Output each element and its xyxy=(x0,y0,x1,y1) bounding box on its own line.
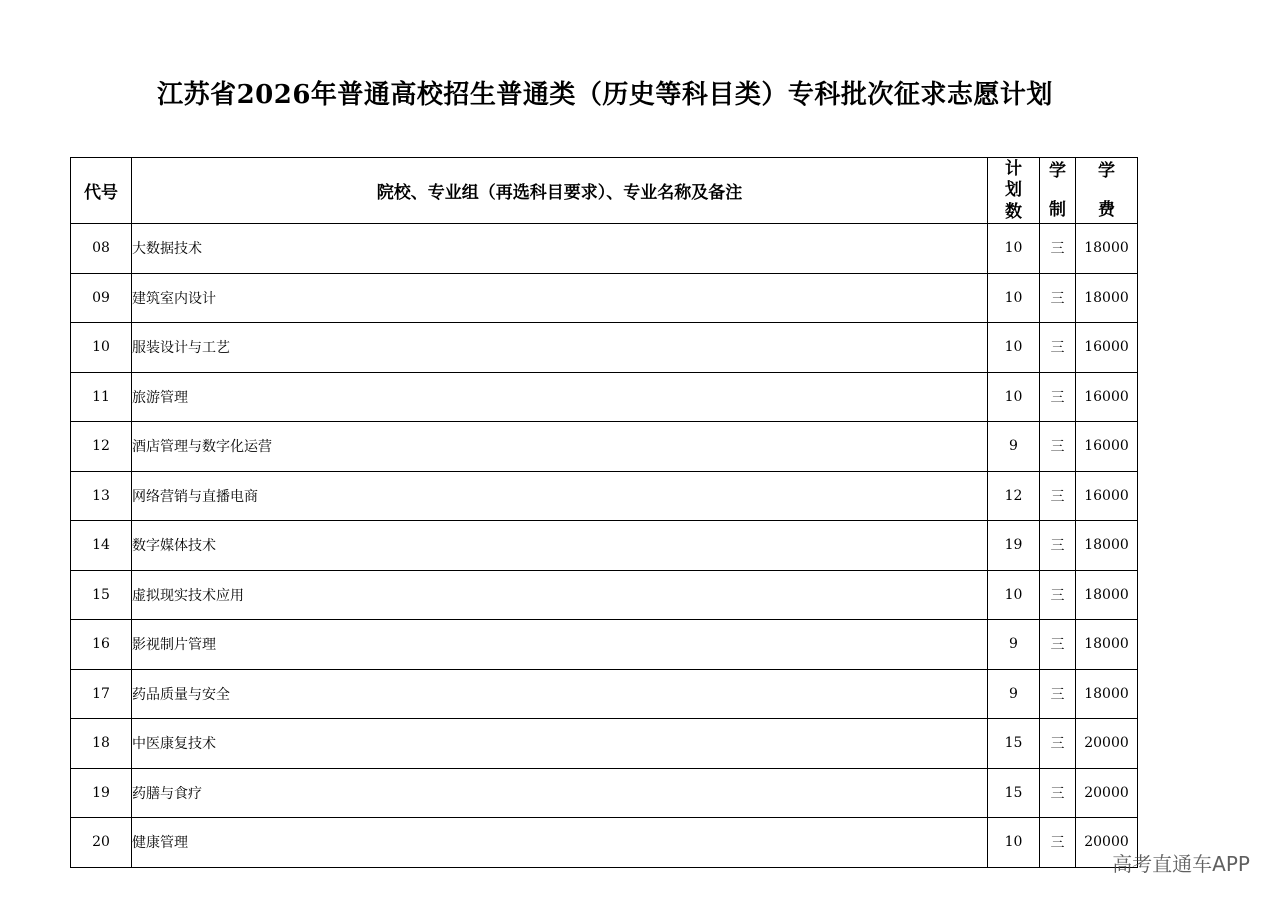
cell-duration: 三 xyxy=(1040,818,1076,868)
cell-fee: 20000 xyxy=(1076,768,1138,818)
table-row xyxy=(71,273,1138,323)
cell-fee: 18000 xyxy=(1076,521,1138,571)
cell-code: 15 xyxy=(71,570,132,620)
cell-fee: 16000 xyxy=(1076,422,1138,472)
cell-fee: 20000 xyxy=(1076,719,1138,769)
cell-code: 14 xyxy=(71,521,132,571)
header-fee-char: 费 xyxy=(1098,199,1115,220)
cell-code: 19 xyxy=(71,768,132,818)
cell-name: 服装设计与工艺 xyxy=(132,323,988,373)
cell-plan: 9 xyxy=(988,669,1040,719)
cell-fee: 16000 xyxy=(1076,323,1138,373)
cell-fee: 18000 xyxy=(1076,570,1138,620)
table-row xyxy=(71,768,1138,818)
cell-code: 08 xyxy=(71,224,132,274)
cell-fee: 20000 xyxy=(1076,818,1138,868)
cell-name: 数字媒体技术 xyxy=(132,521,988,571)
cell-code: 13 xyxy=(71,471,132,521)
header-plan-char: 数 xyxy=(1005,201,1022,222)
cell-name: 虚拟现实技术应用 xyxy=(132,570,988,620)
cell-code: 16 xyxy=(71,620,132,670)
header-plan-char: 划 xyxy=(1005,180,1022,200)
header-fee xyxy=(1076,158,1138,224)
cell-duration: 三 xyxy=(1040,570,1076,620)
cell-code: 18 xyxy=(71,719,132,769)
cell-fee: 18000 xyxy=(1076,620,1138,670)
header-name: 院校、专业组（再选科目要求）、专业名称及备注 xyxy=(132,158,988,224)
header-duration-char: 学 xyxy=(1049,160,1066,181)
cell-plan: 9 xyxy=(988,620,1040,670)
cell-code: 17 xyxy=(71,669,132,719)
cell-code: 12 xyxy=(71,422,132,472)
cell-code: 10 xyxy=(71,323,132,373)
cell-name: 健康管理 xyxy=(132,818,988,868)
page-title: 江苏省2026年普通高校招生普通类（历史等科目类）专科批次征求志愿计划 xyxy=(157,80,1053,110)
table-row xyxy=(71,570,1138,620)
cell-duration: 三 xyxy=(1040,323,1076,373)
cell-code: 20 xyxy=(71,818,132,868)
cell-code: 09 xyxy=(71,273,132,323)
table-row xyxy=(71,620,1138,670)
table-header-row xyxy=(71,158,1138,224)
table-row xyxy=(71,372,1138,422)
cell-fee: 18000 xyxy=(1076,669,1138,719)
cell-plan: 15 xyxy=(988,719,1040,769)
cell-plan: 12 xyxy=(988,471,1040,521)
cell-plan: 10 xyxy=(988,570,1040,620)
cell-duration: 三 xyxy=(1040,768,1076,818)
table-row xyxy=(71,719,1138,769)
table-row xyxy=(71,422,1138,472)
table-row xyxy=(71,471,1138,521)
cell-duration: 三 xyxy=(1040,669,1076,719)
watermark: 高考直通车APP xyxy=(1112,852,1250,876)
cell-name: 影视制片管理 xyxy=(132,620,988,670)
cell-duration: 三 xyxy=(1040,224,1076,274)
cell-plan: 10 xyxy=(988,323,1040,373)
cell-name: 建筑室内设计 xyxy=(132,273,988,323)
cell-plan: 9 xyxy=(988,422,1040,472)
cell-plan: 10 xyxy=(988,273,1040,323)
cell-fee: 18000 xyxy=(1076,273,1138,323)
cell-duration: 三 xyxy=(1040,620,1076,670)
cell-duration: 三 xyxy=(1040,273,1076,323)
cell-name: 旅游管理 xyxy=(132,372,988,422)
cell-plan: 10 xyxy=(988,224,1040,274)
header-plan-char: 计 xyxy=(1005,158,1022,179)
cell-name: 药膳与食疗 xyxy=(132,768,988,818)
table-row xyxy=(71,224,1138,274)
cell-duration: 三 xyxy=(1040,471,1076,521)
cell-name: 网络营销与直播电商 xyxy=(132,471,988,521)
header-fee-char: 学 xyxy=(1098,160,1115,181)
enrollment-plan-table xyxy=(70,157,1138,868)
cell-duration: 三 xyxy=(1040,521,1076,571)
cell-duration: 三 xyxy=(1040,372,1076,422)
cell-fee: 16000 xyxy=(1076,372,1138,422)
header-duration xyxy=(1040,158,1076,224)
header-duration-char: 制 xyxy=(1049,199,1066,220)
cell-name: 药品质量与安全 xyxy=(132,669,988,719)
table-row xyxy=(71,818,1138,868)
header-plan xyxy=(988,158,1040,224)
header-code: 代号 xyxy=(71,158,132,224)
table-row xyxy=(71,521,1138,571)
cell-name: 中医康复技术 xyxy=(132,719,988,769)
cell-plan: 10 xyxy=(988,372,1040,422)
table-row xyxy=(71,323,1138,373)
cell-code: 11 xyxy=(71,372,132,422)
cell-duration: 三 xyxy=(1040,422,1076,472)
cell-plan: 10 xyxy=(988,818,1040,868)
cell-fee: 16000 xyxy=(1076,471,1138,521)
cell-fee: 18000 xyxy=(1076,224,1138,274)
cell-plan: 19 xyxy=(988,521,1040,571)
table-row xyxy=(71,669,1138,719)
cell-name: 酒店管理与数字化运营 xyxy=(132,422,988,472)
cell-plan: 15 xyxy=(988,768,1040,818)
cell-name: 大数据技术 xyxy=(132,224,988,274)
cell-duration: 三 xyxy=(1040,719,1076,769)
